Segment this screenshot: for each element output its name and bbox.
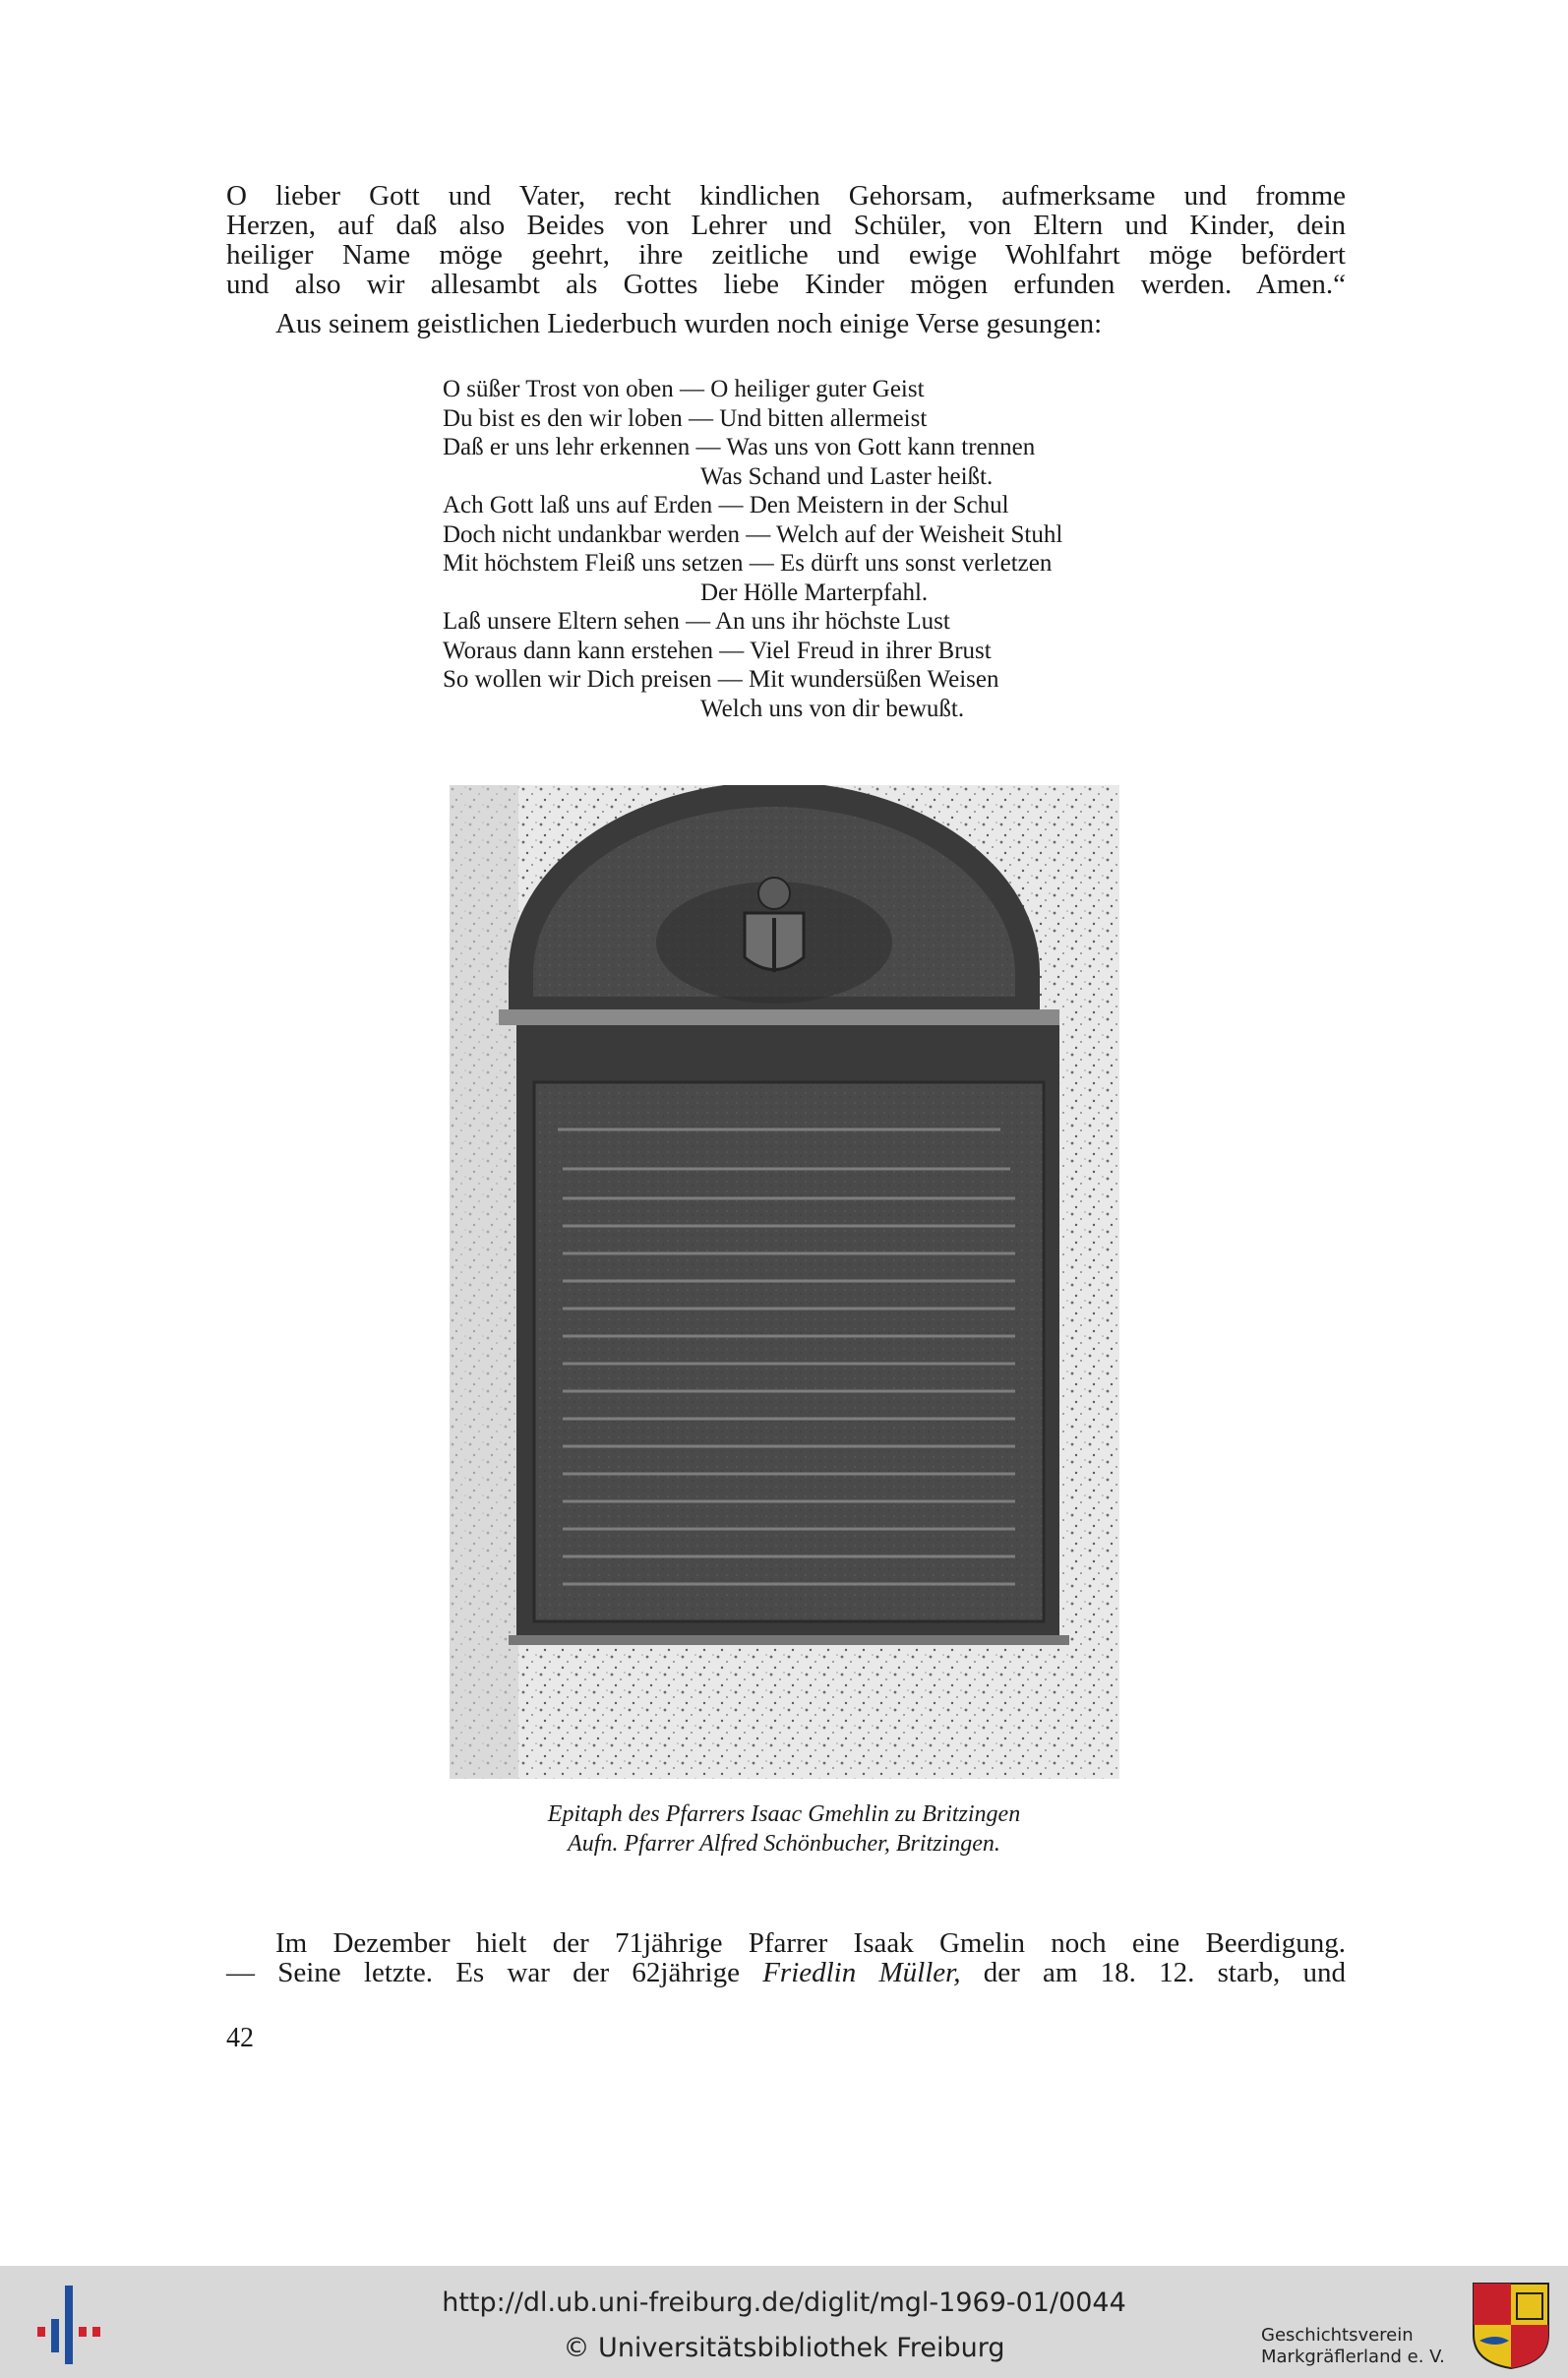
photo-caption [295,1799,1273,1859]
verse-line: Woraus dann kann erstehen — Viel Freud in ihrer Brust [443,637,992,664]
publisher-line: Geschichtsverein [1261,2325,1414,2346]
verse-line: Mit höchstem Fleiß uns setzen — Es dürft uns sonst verletzen [443,550,1053,577]
paragraph-funeral [226,1928,1346,1987]
verse-line: Doch nicht undankbar werden — Welch auf der Weisheit Stuhl [443,520,1063,548]
text-segment: der am 18. 12. starb, und [960,1957,1346,1988]
hymn-verses [443,375,1062,723]
copyright-notice: © Universitätsbibliothek Freiburg [563,2333,1005,2363]
epitaph-photo [450,785,1119,1779]
paragraph-prayer-ending [226,181,1346,299]
text-segment: — Seine letzte. Es war der 62jährige [226,1957,763,1988]
caption-line: Epitaph des Pfarrers Isaac Gmehlin zu Britzingen [547,1801,1021,1827]
publisher-line: Markgräflerland e. V. [1261,2347,1445,2367]
text-line: Im Dezember hielt der 71jährige Pfarrer Isaak Gmelin noch eine Beerdigung. [275,1927,1346,1959]
text-line [226,1958,1346,1987]
verse-refrain: Der Hölle Marterpfahl. [700,579,929,606]
caption-line: Aufn. Pfarrer Alfred Schönbucher, Britzingen. [568,1831,1000,1857]
verse-line: Du bist es den wir loben — Und bitten allermeist [443,404,928,432]
page-number: 42 [226,2023,254,2053]
text-line: Herzen, auf daß also Beides von Lehrer und Schüler, von Eltern und Kinder, dein [226,210,1346,241]
text-line: heiliger Name möge geehrt, ihre zeitliche und ewige Wohlfahrt möge befördert [226,239,1346,271]
verse-line: So wollen wir Dich preisen — Mit wundersüßen Weisen [443,666,999,693]
verse-line: Laß unsere Eltern sehen — An uns ihr höchste Lust [443,608,950,635]
paragraph-hymn-intro [226,309,1346,338]
verse-refrain: Was Schand und Laster heißt. [700,462,994,490]
text-line: O lieber Gott und Vater, recht kindlichen Gehorsam, aufmerksame und fromme [226,180,1346,212]
document-url[interactable]: http://dl.ub.uni-freiburg.de/diglit/mgl-1969-01/0044 [442,2287,1126,2318]
publisher-name [1261,2325,1458,2368]
verse-line: Ach Gott laß uns auf Erden — Den Meistern in der Schul [443,492,1009,518]
text-line: und also wir allesambt als Gottes liebe Kinder mögen erfunden werden. Amen.“ [226,269,1346,300]
verse-refrain: Welch uns von dir bewußt. [700,695,965,722]
crest-icon [1470,2280,1552,2370]
verse-line: Daß er uns lehr erkennen — Was uns von Gott kann trennen [443,434,1036,460]
text-line: Aus seinem geistlichen Liederbuch wurden noch einige Verse gesungen: [275,308,1103,339]
footer-bar [0,2266,1568,2378]
person-name: Friedlin Müller, [762,1957,961,1988]
verse-line: O süßer Trost von oben — O heiliger guter Geist [443,376,925,402]
